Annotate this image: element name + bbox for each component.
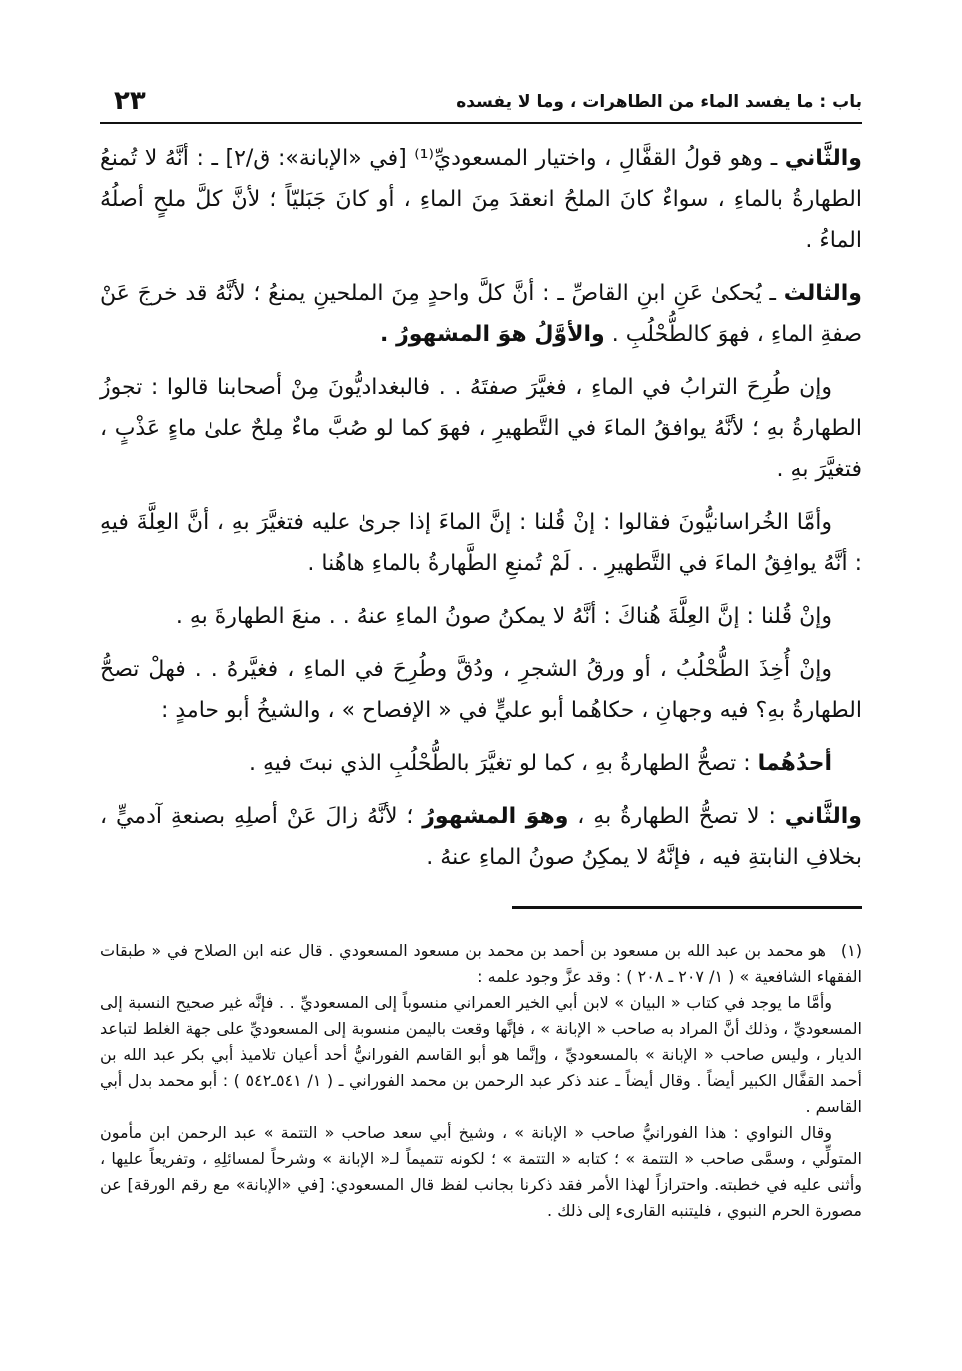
paragraph-7-text: : تصحُّ الطهارةُ بهِ ، كما لو تغيَّرَ بالطُّحْلُبِ الذي نبتَ فيهِ . (248, 751, 758, 776)
paragraph-2-emphasis: والأوَّلُ هوَ المشهورُ . (380, 322, 605, 347)
paragraph-8 (100, 796, 862, 878)
paragraph-2-text: ـ يُحكىٰ عَنِ ابنِ القاصِّ ـ : أنَّ كلَّ واحدٍ مِنَ الملحينِ يمنعُ ؛ لأنَّهُ قد خرجَ عَنْ صفةِ الماءِ ، فهوَ كالطُّحْلُبِ . (100, 281, 862, 347)
paragraph-3: وإن طُرِحَ الترابُ في الماءِ ، فغيَّرَ صفتَهُ . . فالبغداديُّونَ مِنْ أصحابنا قالوا : تجوزُ الطهارةُ بهِ ؛ لأنَّهُ يوافقُ الماءَ في التَّطهيرِ ، فهوَ كما لو صُبَّ ماءٌ مِلحٌ علىٰ ماءٍ عَذْبٍ ، فتغيَّرَ بهِ . (100, 375, 862, 482)
footnote-separator (512, 906, 862, 909)
paragraph-7-lead: أحدُهُما (757, 751, 832, 776)
footnote-1-text: هو محمد بن عبد الله بن مسعود بن أحمد بن محمد بن مسعود المسعودي . قال عنه ابن الصلاح في « طبقات الفقهاء الشافعية » ( ١/ ٢٠٧ ـ ٢٠٨ ) : وقد عزَّ وجود علمه : (100, 941, 862, 986)
footnote-1-paragraph-2: وأمَّا ما يوجد في كتاب « البيان » لابن أبي الخير العمراني منسوباً إلى المسعوديِّ . . فإنَّه غير صحيح النسبة إلى المسعوديِّ ، وذلك أنَّ المراد به صاحب « الإبانة » ، فإنَّها وقعت باليمن منسوبة إلى المسعوديِّ على جهة الغلط لتباعد الديار ، وليس صاحب « الإبانة » بالمسعوديِّ ، وإنَّما هو أبو القاسم الفورانيُّ أحد أعيان تلاميذ أبي بكر عبد الله بن أحمد القفَّال الكبير أيضاً . وقال أيضاً ـ عند ذكر عبد الرحمن بن محمد الفوراني ـ ( ١/ ٥٤١ـ٥٤٢ ) : أبو محمد بدل أبي القاسم . (100, 993, 862, 1116)
paragraph-4: وأمَّا الخُراسانيُّونَ فقالوا : إنْ قُلنا : إنَّ الماءَ إذا جرىٰ عليه فتغيَّرَ بهِ ، أنَّ العِلَّةَ فيهِ : أنَّهُ يوافِقُ الماءَ في التَّطهيرِ . . لَمْ تُمنعِ الطَّهارةُ بالماءِ هاهُنا . (100, 510, 862, 576)
header-rule (100, 122, 862, 124)
paragraph-8-emphasis: وهوَ المشهورُ (422, 804, 569, 829)
paragraph-6: وإنْ أُخِذَ الطُّحْلُبُ ، أو ورقُ الشجرِ ، ودُقَّ وطُرِحَ في الماءِ ، فغيَّرهُ . . فهلْ تصحُّ الطهارةُ بهِ؟ فيه وجهانِ ، حكاهُما أبو عليٍّ في « الإفصاح » ، والشيخُ أبو حامدٍ : (100, 657, 862, 723)
paragraph-2-lead: والثالث (783, 281, 862, 306)
paragraph-7 (100, 743, 862, 784)
paragraph-1-text: ـ وهو قولُ القفَّالِ ، واختيار المسعوديِّ⁽¹⁾ [في «الإبانة»: ق/٢] ـ : أنَّهُ لا تُمنعُ الطهارةُ بالماءِ ، سواءٌ كانَ الملحُ انعقدَ مِنَ الماءِ ، أو كانَ جَبَليّاً ؛ لأنَّ كلَّ ملحٍ أصلُهُ الماءُ . (100, 146, 862, 253)
running-title: باب : ما يفسد الماء من الطاهرات ، وما لا يفسده (456, 92, 862, 112)
page-number: ٢٣ (114, 86, 146, 116)
page-header (100, 88, 862, 122)
main-text (100, 138, 862, 890)
paragraph-8-text-a: : لا تصحُّ الطهارةُ بهِ ، (568, 804, 785, 829)
footnote-1 (100, 938, 862, 990)
footnote-1-paragraph-3: وقال النواوي : هذا الفورانيُّ صاحب « الإبانة » ، وشيخ أبي سعد صاحب « التتمة » عبد الرحمن ابن مأمون المتولِّي ، وسمَّى صاحب « التتمة » ؛ كتابه « التتمة » ؛ لكونه تتميماً لـ« الإبانة » وشرحاً لمسائلِهِ ، وتفريعاً عليها ، وأثنى عليه في خطبته. واحترازاً لهذا الأمر فقد ذكرنا بجانب لفظ قال المسعودي: [في «الإبانة» مع رقم الورقة] عن مصورة الحرم النبوي ، فليتنبه القارىء إلى ذلك . (100, 1123, 862, 1220)
paragraph-8-lead: والثَّاني (784, 804, 862, 829)
footnotes (100, 938, 862, 1224)
paragraph-5: وإنْ قُلنا : إنَّ العِلَّةَ هُناكَ : أنَّهُ لا يمكنُ صونُ الماءِ عنهُ . . منعَ الطهارةَ بهِ . (175, 604, 832, 629)
paragraph-8-text-b: ؛ لأنَّهُ زالَ عَنْ أصلِهِ بصنعةِ آدميٍّ ، بخلافِ النابتةِ فيه ، فإنَّهُ لا يمكِنُ صونُ الماءِ عنهُ . (100, 804, 862, 870)
footnote-1-number: (١) (840, 941, 862, 960)
paragraph-1 (100, 138, 862, 261)
paragraph-1-lead: والثَّاني (784, 146, 862, 171)
paragraph-2 (100, 273, 862, 355)
